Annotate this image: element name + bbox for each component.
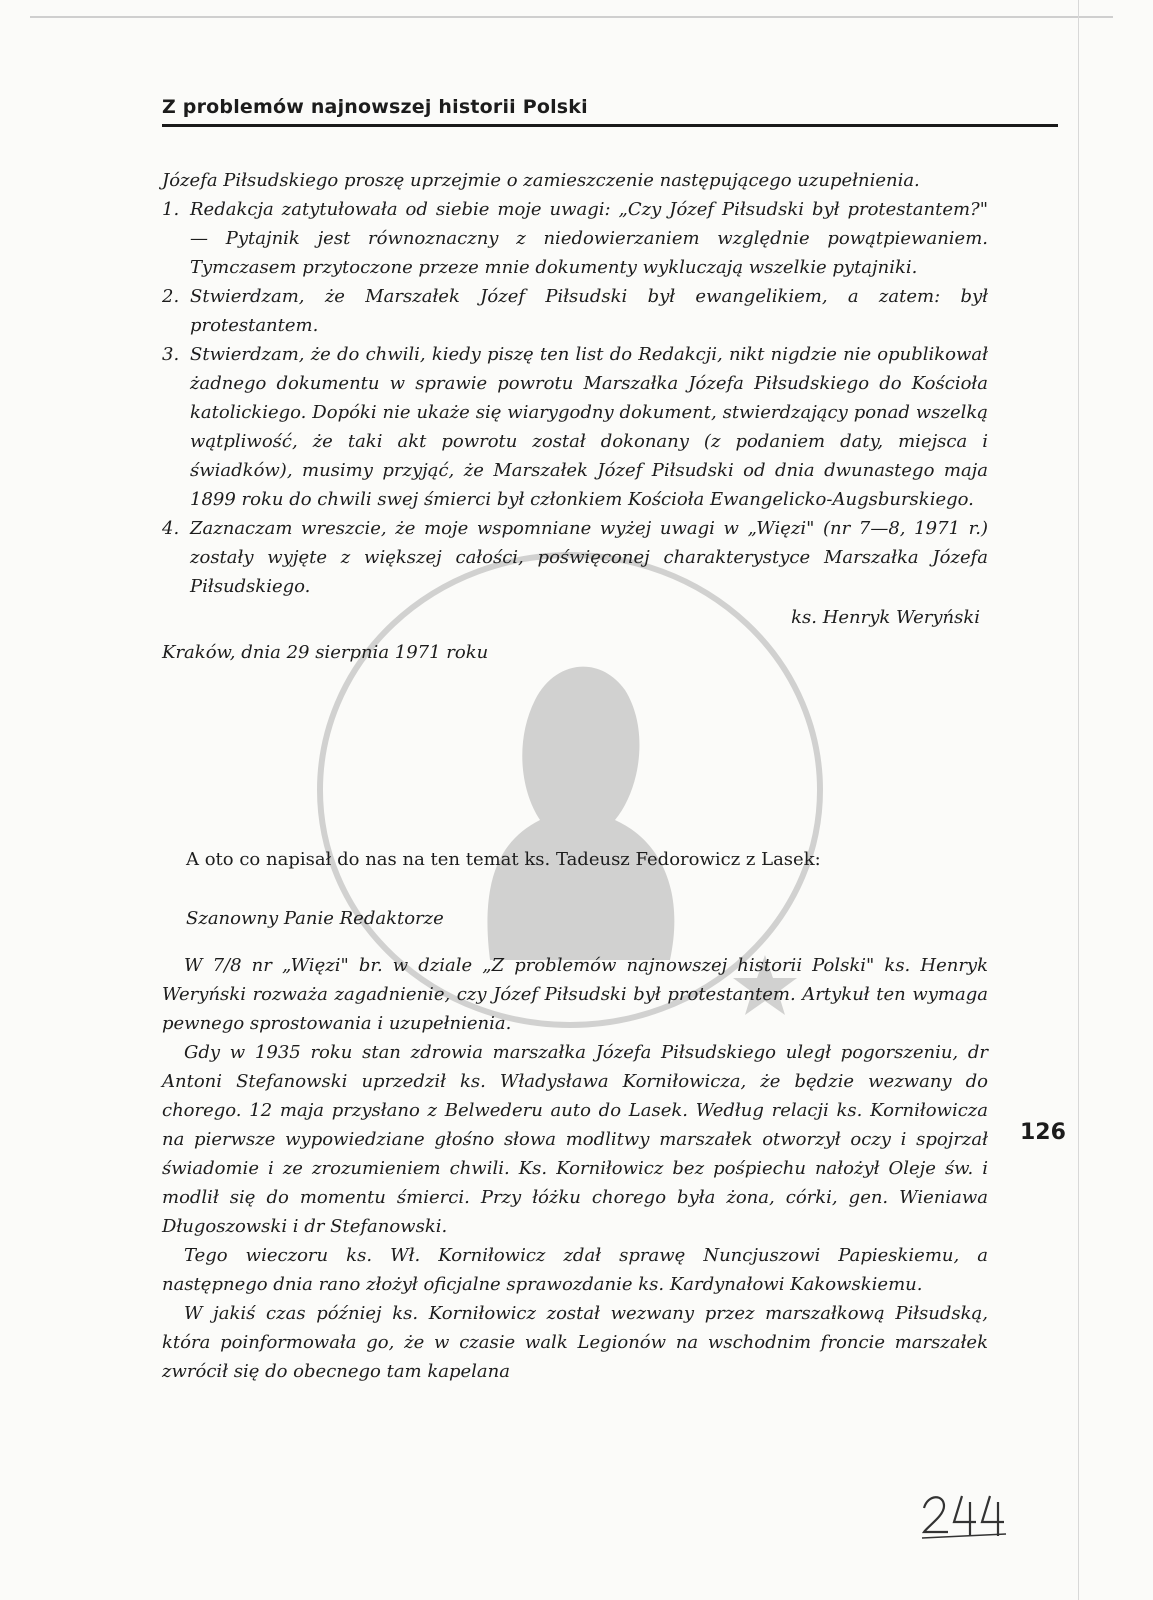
intro-line: A oto co napisał do nas na ten temat ks. Tadeusz Fedorowicz z Lasek: bbox=[186, 849, 821, 870]
salutation: Szanowny Panie Redaktorze bbox=[186, 908, 444, 929]
letter-opening: Józefa Piłsudskiego proszę uprzejmie o zamieszczenie następującego uzupełnienia. bbox=[162, 170, 920, 191]
letter-weryński bbox=[162, 166, 988, 667]
point-number: 4. bbox=[162, 518, 180, 539]
point-text: Stwierdzam, że Marszałek Józef Piłsudski był ewangelikiem, a zatem: był protestantem. bbox=[190, 286, 988, 336]
page-top-edge bbox=[30, 16, 1113, 18]
paragraph: Tego wieczoru ks. Wł. Korniłowicz zdał sprawę Nuncjuszowi Papieskiemu, a następnego dnia rano złożył oficjalne sprawozdanie ks. Kardynałowi Kakowskiemu. bbox=[162, 1245, 988, 1295]
point-4 bbox=[162, 514, 988, 601]
paragraph: W 7/8 nr „Więzi" br. w dziale „Z problemów najnowszej historii Polski" ks. Henryk Weryński rozważa zagadnienie, czy Józef Piłsudski był protestantem. Artykuł ten wymaga pewnego sprostowania i uzupełnienia. bbox=[162, 955, 988, 1034]
section-title: Z problemów najnowszej historii Polski bbox=[162, 96, 588, 118]
point-1 bbox=[162, 195, 988, 282]
point-text: Stwierdzam, że do chwili, kiedy piszę ten list do Redakcji, nikt nigdzie nie opublikował żadnego dokumentu w sprawie powrotu Marszałka Józefa Piłsudskiego do Kościoła katolickiego. Dopóki nie ukaże się wiarygodny dokument, stwierdzający ponad wszelką wątpliwość, że taki akt powrotu został dokonany (z podaniem daty, miejsca i świadków), musimy przyjąć, że Marszałek Józef Piłsudski od dnia dwunastego maja 1899 roku do chwili swej śmierci był członkiem Kościoła Ewangelicko-Augsburskiego. bbox=[190, 344, 988, 510]
point-text: Redakcja zatytułowała od siebie moje uwagi: „Czy Józef Piłsudski był protestantem?" — Pytajnik jest równoznaczny z niedowierzaniem względnie powątpiewaniem. Tymczasem przytoczone przeze mnie dokumenty wykluczają wszelkie pytajniki. bbox=[190, 199, 988, 278]
point-number: 3. bbox=[162, 344, 180, 365]
point-text: Zaznaczam wreszcie, że moje wspomniane wyżej uwagi w „Więzi" (nr 7—8, 1971 r.) zostały wyjęte z większej całości, poświęconej charakterystyce Marszałka Józefa Piłsudskiego. bbox=[190, 518, 988, 597]
point-number: 1. bbox=[162, 199, 180, 220]
point-2 bbox=[162, 282, 988, 340]
point-3 bbox=[162, 340, 988, 514]
place-date: Kraków, dnia 29 sierpnia 1971 roku bbox=[162, 642, 489, 663]
running-header bbox=[162, 96, 1058, 127]
paragraph: W jakiś czas później ks. Korniłowicz został wezwany przez marszałkową Piłsudską, która poinformowała go, że w czasie walk Legionów na wschodnim froncie marszałek zwrócił się do obecnego tam kapelana bbox=[162, 1303, 988, 1382]
letter-fedorowicz bbox=[162, 904, 988, 1386]
page-right-edge bbox=[1078, 0, 1079, 1600]
signature: ks. Henryk Weryński bbox=[791, 607, 980, 628]
paragraph: Gdy w 1935 roku stan zdrowia marszałka Józefa Piłsudskiego uległ pogorszeniu, dr Antoni Stefanowski uprzedził ks. Władysława Korniłowicza, że będzie wezwany do chorego. 12 maja przysłano z Belwederu auto do Lasek. Według relacji ks. Korniłowicza na pierwsze wypowiedziane głośno słowa modlitwy marszałek otworzył oczy i spojrzał świadomie i ze zrozumieniem chwili. Ks. Korniłowicz bez pośpiechu nałożył Oleje św. i modlił się do momentu śmierci. Przy łóżku chorego była żona, córki, gen. Wieniawa Długoszowski i dr Stefanowski. bbox=[162, 1042, 988, 1237]
header-rule bbox=[162, 124, 1058, 127]
page-number: 126 bbox=[1020, 1120, 1066, 1145]
point-number: 2. bbox=[162, 286, 180, 307]
handwritten-archive-number bbox=[918, 1488, 1008, 1540]
